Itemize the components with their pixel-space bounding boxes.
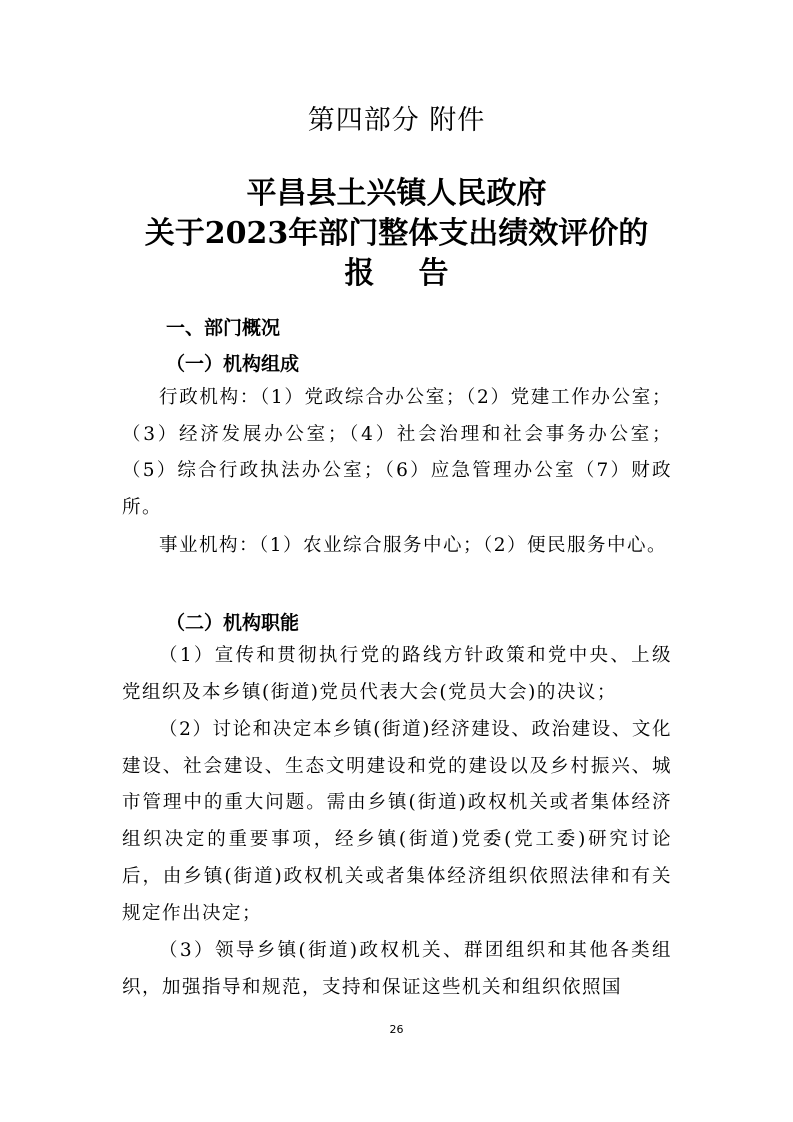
report-title-line-1: 平昌县土兴镇人民政府 <box>246 176 547 211</box>
paragraph-function-1: （1）宣传和贯彻执行党的路线方针政策和党中央、上级党组织及本乡镇(街道)党员代表大会(党员大会)的决议； <box>122 645 672 703</box>
subsection-heading-functions: （二）机构职能 <box>166 612 300 634</box>
report-title-line-3: 报告 <box>344 256 493 291</box>
subsection-heading-organization: （一）机构组成 <box>166 353 300 375</box>
paragraph-function-2: （2）讨论和决定本乡镇(街道)经济建设、政治建设、文化建设、社会建设、生态文明建设和党的建设以及乡村振兴、城市管理中的重大问题。需由乡镇(街道)政权机关或者集体经济组织决定的重要事项，经乡镇(街道)党委(党工委)研究讨论后，由乡镇(街道)政权机关或者集体经济组织依照法律和有关规定作出决定； <box>122 719 672 924</box>
page-number: 26 <box>389 1023 404 1036</box>
report-title-line-2: 关于2023年部门整体支出绩效评价的 <box>144 216 649 251</box>
part-title: 第四部分 附件 <box>307 105 486 136</box>
paragraph-administrative-units: 行政机构：（1）党政综合办公室；（2）党建工作办公室；（3）经济发展办公室；（4）社会治理和社会事务办公室；（5）综合行政执法办公室；（6）应急管理办公室（7）财政所。 <box>122 387 672 519</box>
paragraph-public-institutions: 事业机构：（1）农业综合服务中心；（2）便民服务中心。 <box>159 535 668 556</box>
paragraph-function-3: （3）领导乡镇(街道)政权机关、群团组织和其他各类组织，加强指导和规范，支持和保证这些机关和组织依照国 <box>122 940 672 998</box>
section-heading-overview: 一、部门概况 <box>166 317 281 339</box>
